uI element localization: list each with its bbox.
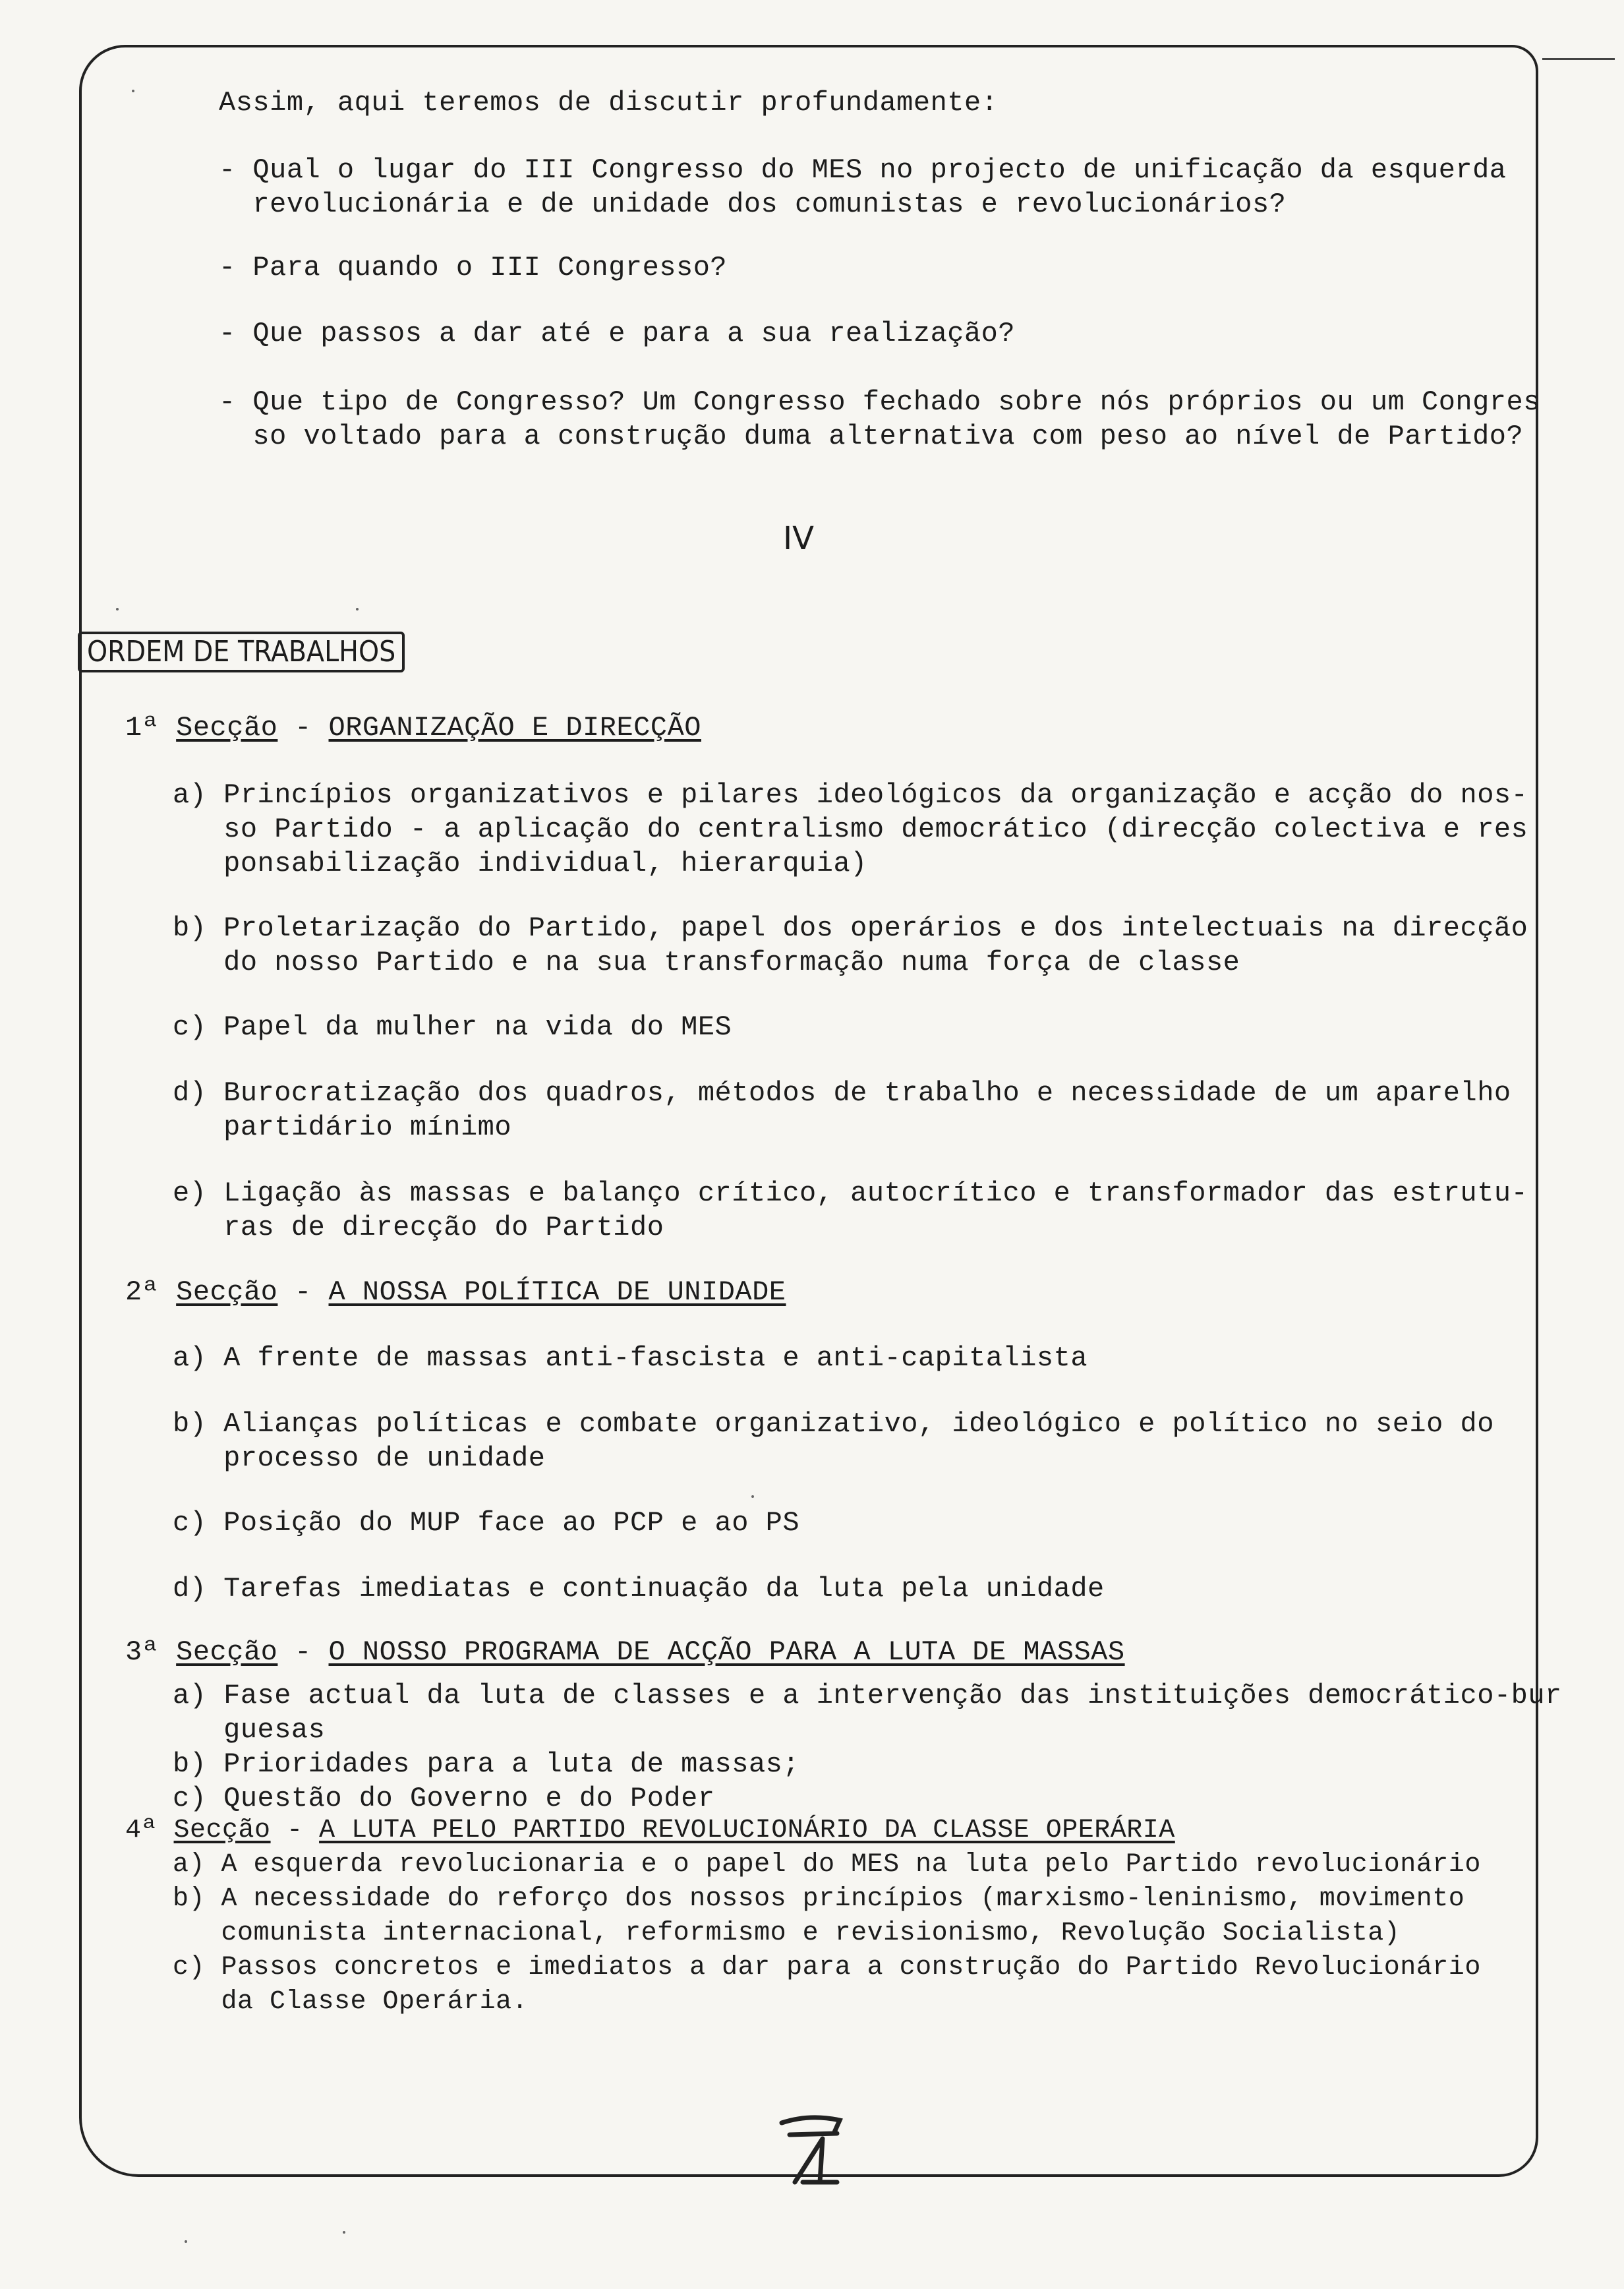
- section-2-heading: 2ª Secção - A NOSSA POLÍTICA DE UNIDADE: [125, 1276, 786, 1308]
- section-3-num: 3ª: [125, 1636, 160, 1668]
- section-1-label: Secção: [176, 712, 278, 744]
- section-3-label: Secção: [176, 1636, 278, 1668]
- intro-text: Assim, aqui teremos de discutir profundamente:: [219, 87, 999, 119]
- s2-item-b-2: processo de unidade: [173, 1442, 546, 1474]
- s4-item-c-1: c) Passos concretos e imediatos a dar para a construção do Partido Revolucionário: [173, 1953, 1481, 1982]
- section-1-heading: 1ª Secção - ORGANIZAÇÃO E DIRECÇÃO: [125, 712, 701, 744]
- s2-item-c: c) Posição do MUP face ao PCP e ao PS: [173, 1507, 800, 1539]
- frame-tick: [1542, 58, 1615, 60]
- s1-item-e-1: e) Ligação às massas e balanço crítico, autocrítico e transformador das estrutu-: [173, 1177, 1528, 1209]
- s1-item-d-1: d) Burocratização dos quadros, métodos de trabalho e necessidade de um aparelho: [173, 1077, 1511, 1109]
- section-roman-numeral: IV: [783, 520, 814, 557]
- s1-item-d-2: partidário mínimo: [173, 1112, 512, 1143]
- question-2: - Para quando o III Congresso?: [219, 252, 728, 283]
- section-4-heading: 4ª Secção - A LUTA PELO PARTIDO REVOLUCIONÁRIO DA CLASSE OPERÁRIA: [125, 1816, 1175, 1845]
- s2-item-b-1: b) Alianças políticas e combate organizativo, ideológico e político no seio do: [173, 1408, 1494, 1440]
- s1-item-a-2: so Partido - a aplicação do centralismo democrático (direcção colectiva e res: [173, 814, 1528, 845]
- section-4-num: 4ª: [125, 1816, 158, 1845]
- section-3-heading: 3ª Secção - O NOSSO PROGRAMA DE ACÇÃO PARA A LUTA DE MASSAS: [125, 1636, 1125, 1668]
- section-1-title: ORGANIZAÇÃO E DIRECÇÃO: [328, 712, 701, 744]
- question-4-line-1: - Que tipo de Congresso? Um Congresso fechado sobre nós próprios ou um Congres: [219, 386, 1540, 418]
- section-4-title: A LUTA PELO PARTIDO REVOLUCIONÁRIO DA CLASSE OPERÁRIA: [319, 1816, 1175, 1845]
- s4-item-c-2: da Classe Operária.: [173, 1987, 529, 2017]
- agenda-title: ORDEM DE TRABALHOS: [78, 632, 405, 672]
- s1-item-c: c) Papel da mulher na vida do MES: [173, 1011, 732, 1043]
- s2-item-a: a) A frente de massas anti-fascista e anti-capitalista: [173, 1342, 1088, 1374]
- question-1-line-2: revolucionária e de unidade dos comunistas e revolucionários?: [219, 189, 1287, 220]
- s4-item-a: a) A esquerda revolucionaria e o papel do MES na luta pelo Partido revolucionário: [173, 1850, 1481, 1880]
- s4-item-b-1: b) A necessidade do reforço dos nossos princípios (marxismo-leninismo, movimento: [173, 1884, 1465, 1914]
- section-3-title: O NOSSO PROGRAMA DE ACÇÃO PARA A LUTA DE MASSAS: [328, 1636, 1125, 1668]
- question-4-line-2: so voltado para a construção duma alternativa com peso ao nível de Partido?: [219, 421, 1524, 452]
- s3-item-a-1: a) Fase actual da luta de classes e a intervenção das instituições democrático-bur: [173, 1680, 1562, 1711]
- s1-item-e-2: ras de direcção do Partido: [173, 1212, 664, 1243]
- question-3: - Que passos a dar até e para a sua realização?: [219, 318, 1016, 349]
- s4-item-b-2: comunista internacional, reformismo e revisionismo, Revolução Socialista): [173, 1918, 1401, 1948]
- speck: [116, 608, 119, 610]
- question-1-line-1: - Qual o lugar do III Congresso do MES no projecto de unificação da esquerda: [219, 154, 1507, 186]
- s1-item-b-1: b) Proletarização do Partido, papel dos operários e dos intelectuais na direcção: [173, 912, 1528, 944]
- s2-item-d: d) Tarefas imediatas e continuação da luta pela unidade: [173, 1573, 1105, 1605]
- s1-item-b-2: do nosso Partido e na sua transformação numa força de classe: [173, 947, 1240, 978]
- speck: [356, 608, 359, 610]
- s3-item-c: c) Questão do Governo e do Poder: [173, 1783, 715, 1814]
- section-4-label: Secção: [173, 1816, 271, 1845]
- speck: [185, 2240, 187, 2243]
- speck: [751, 1495, 754, 1498]
- s3-item-b: b) Prioridades para a luta de massas;: [173, 1748, 800, 1780]
- section-1-num: 1ª: [125, 712, 160, 744]
- section-2-num: 2ª: [125, 1276, 160, 1308]
- page-number: [776, 2110, 856, 2189]
- section-2-title: A NOSSA POLÍTICA DE UNIDADE: [328, 1276, 786, 1308]
- s1-item-a-3: ponsabilização individual, hierarquia): [173, 848, 867, 879]
- s1-item-a-1: a) Princípios organizativos e pilares ideológicos da organização e acção do nos-: [173, 779, 1528, 811]
- speck: [343, 2231, 345, 2234]
- speck: [132, 90, 134, 92]
- section-2-label: Secção: [176, 1276, 278, 1308]
- s3-item-a-2: guesas: [173, 1714, 326, 1746]
